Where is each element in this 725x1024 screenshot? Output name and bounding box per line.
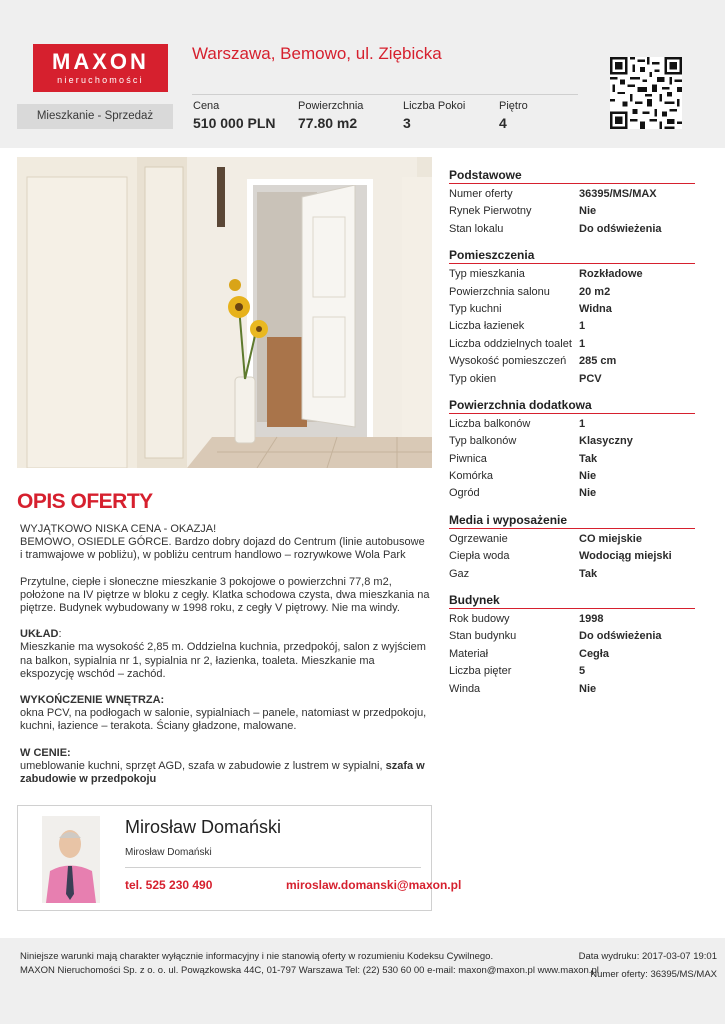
details-row [449, 611, 695, 628]
details-value: 1 [579, 320, 586, 333]
details-key: Typ mieszkania [449, 268, 525, 281]
details-key: Wysokość pomieszczeń [449, 355, 567, 368]
footer-legal [20, 950, 599, 978]
details-value: PCV [579, 372, 602, 385]
details-value: Nie [579, 682, 597, 695]
details-key: Liczba balkonów [449, 417, 531, 430]
stat-price [193, 100, 276, 131]
details-value: CO miejskie [579, 532, 642, 545]
details-section [449, 512, 695, 583]
details-row [449, 301, 695, 318]
details-row [449, 468, 695, 485]
stat-floor [499, 100, 528, 131]
details-key: Liczba oddzielnych toalet [449, 337, 572, 350]
details-gap [449, 583, 695, 592]
details-value: Tak [579, 567, 598, 580]
details-value: Widna [579, 302, 612, 315]
footer-disclaimer: Niniejsze warunki mają charakter wyłącznie informacyjny i nie stanowią oferty w rozumieniu Kodeksu Cywilnego. [20, 951, 494, 962]
details-row [449, 451, 695, 468]
details-row [449, 646, 695, 663]
details-value: Nie [579, 205, 597, 218]
stat-label: Powierzchnia [298, 100, 364, 112]
details-gap [449, 503, 695, 512]
agent-card [17, 805, 462, 911]
section-text: Mieszkanie ma wysokość 2,85 m. Oddzielna kuchnia, przedpokój, salon z wyjściem na balkon, sypialnia nr 1, sypialnia nr 2, łazienka, toaleta. Mieszkanie ma ekspozycję wschód – zachód. [20, 641, 426, 680]
details-row [449, 221, 695, 238]
agent-email-link[interactable]: miroslaw.domanski@maxon.pl [286, 878, 462, 892]
details-key: Materiał [449, 647, 489, 660]
footer-offer-number: Numer oferty: 36395/MS/MAX [590, 969, 717, 980]
footer-company-info: MAXON Nieruchomości Sp. z o. o. ul. Powązkowska 44C, 01-797 Warszawa Tel: (22) 530 60 00 e-mail: maxon@maxon.pl www.maxon.pl [20, 965, 599, 976]
details-gap [449, 238, 695, 247]
footer-meta [579, 950, 717, 982]
details-key: Typ balkonów [449, 435, 517, 448]
details-row [449, 681, 695, 698]
details-row [449, 485, 695, 502]
details-value: Nie [579, 470, 597, 483]
details-row [449, 203, 695, 220]
stat-label: Piętro [499, 100, 528, 112]
details-key: Ogród [449, 487, 480, 500]
details-row [449, 433, 695, 450]
details-value: 1 [579, 417, 586, 430]
description-body [20, 523, 430, 799]
details-panel [449, 167, 695, 698]
maxon-logo[interactable] [33, 44, 168, 92]
description-headline: WYJĄTKOWO NISKA CENA - OKAZJA! [20, 523, 217, 535]
details-section-divider [449, 528, 695, 529]
section-text: okna PCV, na podłogach w salonie, sypialniach – panele, natomiast w przedpokoju, kuchni, łazience – terakota. Ściany gładzone, malowane. [20, 707, 427, 733]
details-section-title: Media i wyposażenie [449, 512, 568, 527]
details-value: 36395/MS/MAX [579, 188, 657, 200]
listing-category-badge: Mieszkanie - Sprzedaż [17, 104, 173, 129]
section-heading: W CENIE: [20, 746, 71, 759]
stat-rooms [403, 100, 465, 131]
details-value: Do odświeżenia [579, 630, 662, 643]
agent-phone-link[interactable]: tel. 525 230 490 [125, 878, 213, 892]
stat-value: 77.80 m2 [298, 115, 358, 131]
details-row [449, 566, 695, 583]
details-value: Nie [579, 487, 597, 500]
details-value: Cegła [579, 647, 609, 660]
agent-subtitle: Mirosław Domański [125, 847, 212, 858]
details-row [449, 371, 695, 388]
agent-avatar [42, 816, 100, 903]
details-section [449, 397, 695, 503]
section-text-bold: szafa w zabudowie w przedpokoju [20, 759, 425, 786]
section-heading: UKŁAD [20, 628, 59, 641]
header [0, 0, 725, 148]
details-row [449, 663, 695, 680]
footer-print-date: Data wydruku: 2017-03-07 19:01 [578, 951, 717, 962]
details-key: Gaz [449, 567, 470, 580]
details-key: Stan budynku [449, 630, 517, 643]
details-key: Ciepła woda [449, 550, 510, 563]
details-value: 5 [579, 665, 586, 678]
details-section-title: Budynek [449, 593, 500, 608]
agent-divider [125, 867, 421, 868]
details-key: Rok budowy [449, 613, 510, 626]
details-key: Liczba łazienek [449, 320, 525, 333]
footer [0, 938, 725, 1024]
section-text: umeblowanie kuchni, sprzęt AGD, szafa w zabudowie z lustrem w sypialni, [20, 759, 386, 772]
details-value: 285 cm [579, 355, 617, 368]
stat-label: Liczba Pokoi [403, 100, 466, 112]
details-row [449, 628, 695, 645]
details-value: 1998 [579, 613, 604, 626]
listing-address: Warszawa, Bemowo, ul. Ziębicka [192, 44, 442, 63]
details-value: Klasyczny [579, 435, 633, 448]
details-section [449, 592, 695, 698]
details-value: Do odświeżenia [579, 222, 662, 235]
description-title: OPIS OFERTY [17, 490, 153, 513]
details-section-title: Pomieszczenia [449, 248, 535, 263]
details-row [449, 284, 695, 301]
details-section [449, 247, 695, 388]
section-heading: WYKOŃCZENIE WNĘTRZA: [20, 694, 165, 707]
qr-code-icon[interactable] [610, 57, 682, 129]
details-row [449, 336, 695, 353]
description-paragraph: Przytulne, ciepłe i słoneczne mieszkanie 3 pokojowe o powierzchni 77,8 m2, położone na IV piętrze w bloku z cegły. Klatka schodowa czysta, dwa mieszkania na piętrze. Budynek wybudowany w 1998 roku, z cegły V piętrowy. Nie ma windy. [20, 575, 430, 615]
details-row [449, 266, 695, 283]
details-section-title: Podstawowe [449, 168, 522, 182]
description-finish [20, 694, 430, 734]
details-key: Piwnica [449, 452, 487, 465]
details-value: 20 m2 [579, 285, 611, 298]
details-value: 1 [579, 337, 586, 350]
details-section [449, 167, 695, 238]
details-key: Numer oferty [449, 188, 513, 200]
description-layout: UKŁAD: Mieszkanie ma wysokość 2,85 m. Oddzielna kuchnia, przedpokój, salon z wyjściem na balkon, sypialnia nr 1, sypialnia nr 2, łazienka, toaleta. Mieszkanie ma ekspozycję wschód – zachód. [20, 628, 426, 680]
stat-value: 3 [403, 115, 411, 131]
header-divider [192, 94, 578, 95]
details-row [449, 548, 695, 565]
details-value: Tak [579, 452, 598, 465]
details-key: Powierzchnia salonu [449, 285, 550, 298]
details-row [449, 186, 695, 203]
stat-value: 510 000 PLN [193, 115, 276, 131]
details-key: Winda [449, 682, 481, 695]
details-row [449, 318, 695, 335]
details-section-divider [449, 608, 695, 609]
details-key: Typ kuchni [449, 302, 502, 315]
details-key: Stan lokalu [449, 222, 504, 235]
details-section-title: Powierzchnia dodatkowa [449, 397, 592, 412]
details-row [449, 531, 695, 548]
details-key: Liczba pięter [449, 665, 512, 678]
logo-tagline: nieruchomości [57, 75, 144, 85]
details-gap [449, 388, 695, 397]
details-row [449, 416, 695, 433]
description-location: BEMOWO, OSIEDLE GÓRCE. Bardzo dobry dojazd do Centrum (linie autobusowe i tramwajowe w pobliżu), w pobliżu centrum handlowo – rozrywkowe Wola Park [20, 536, 425, 562]
details-value: Rozkładowe [579, 268, 643, 281]
details-row [449, 353, 695, 370]
details-key: Typ okien [449, 372, 497, 385]
details-section-divider [449, 183, 695, 184]
details-value: Wodociąg miejski [579, 550, 672, 563]
details-key: Komórka [449, 470, 494, 483]
details-section-divider [449, 413, 695, 414]
details-section-divider [449, 263, 695, 264]
logo-wordmark: MAXON [52, 49, 149, 74]
agent-name: Mirosław Domański [125, 817, 282, 837]
details-key: Ogrzewanie [449, 532, 508, 545]
stat-area [298, 100, 363, 131]
listing-photo[interactable] [17, 157, 432, 468]
details-key: Rynek Pierwotny [449, 205, 532, 218]
stat-value: 4 [499, 115, 507, 131]
description-paragraph [20, 523, 430, 563]
description-included [20, 747, 430, 787]
stat-label: Cena [193, 100, 220, 112]
